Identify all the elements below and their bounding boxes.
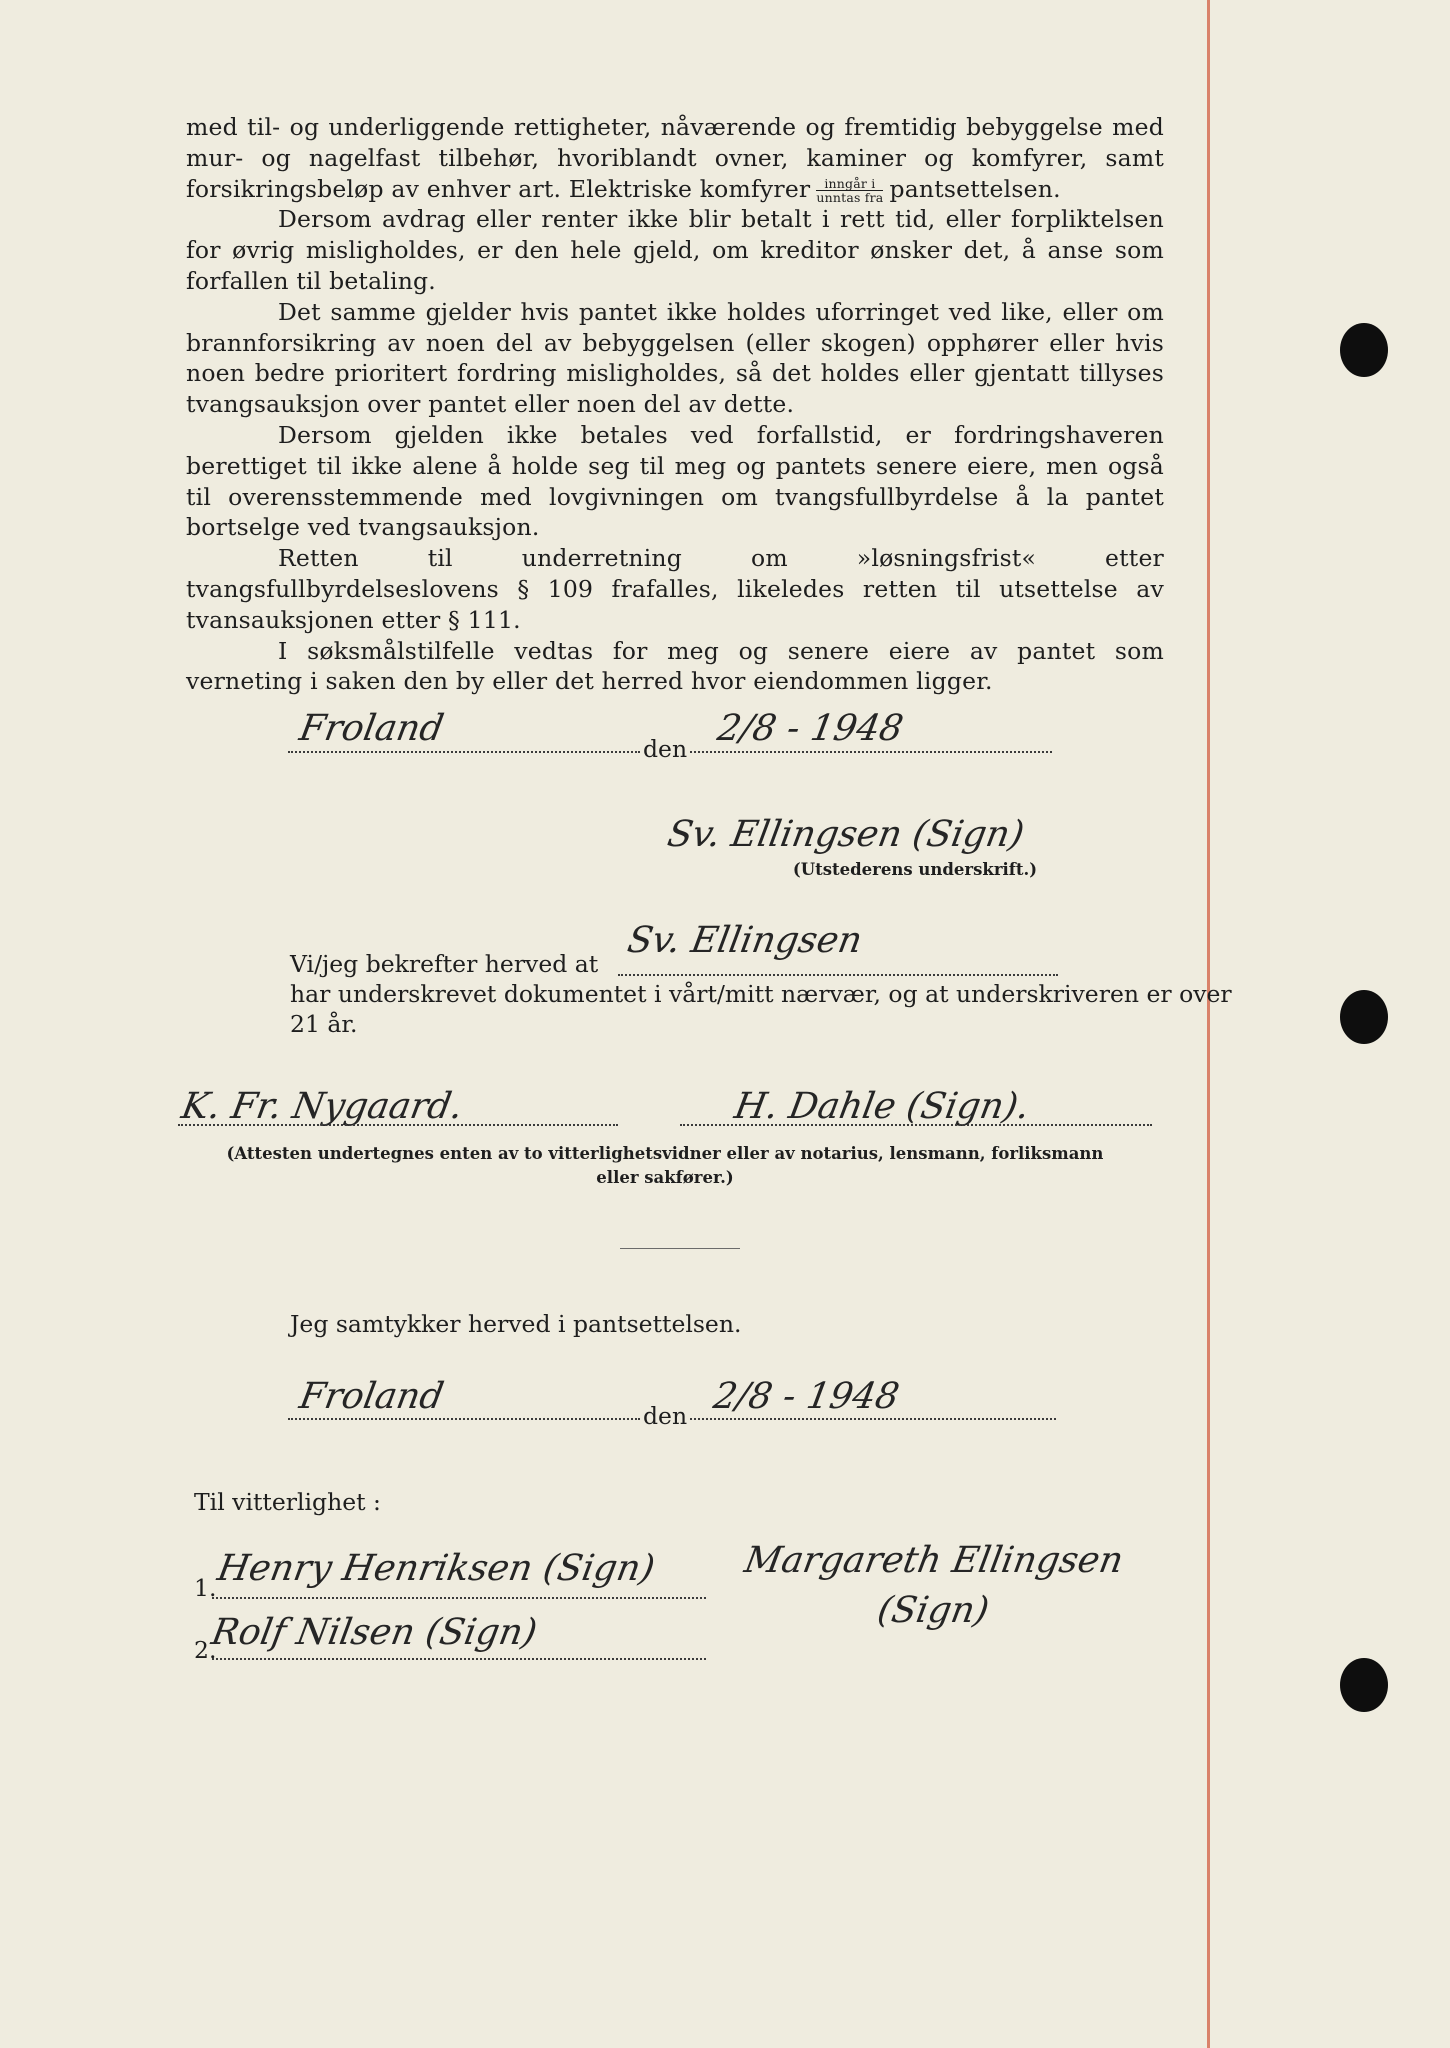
til-vitterlighet-label: Til vitterlighet : [194,1488,381,1516]
witness-confirm-line [618,974,1058,976]
paragraph-venue: I søksmålstilfelle vedtas for meg og senere eiere av pantet som verneting i saken den by eller det herred hvor eiendommen ligger. [186,636,1164,696]
mortgage-terms-text [186,112,1164,697]
consent-text: Jeg samtykker herved i pantsettelsen. [290,1310,742,1338]
consent-date-line [690,1418,1056,1420]
issuer-signature-caption: (Utstederens underskrift.) [792,860,1038,879]
issuer-den-label: den [643,735,688,763]
punch-hole-bottom [1340,1658,1388,1712]
fraction-top: inngår i [816,177,883,191]
paragraph-enforcement: Dersom gjelden ikke betales ved forfallstid, er fordringshaveren berettiget til ikke alene å holde seg til meg og pantets senere eiere, men også til overensstemmende med lovgivningen om tvangsfullbyrdelse å la pantet bortselge ved tvangsauksjon. [186,420,1164,542]
consent-witness-2-signature: Rolf Nilsen (Sign) [208,1612,541,1653]
paragraph-notice: Retten til underretning om »løsningsfrist« etter tvangsfullbyrdelseslovens § 109 frafalles, likeledes retten til utsettelse av tvansauksjonen etter § 111. [186,544,1164,634]
witness-caption-line2: eller sakfører.) [596,1168,734,1187]
punch-hole-middle [1340,990,1388,1044]
witness-confirm-line3: 21 år. [290,1010,358,1038]
witness-signature-2: H. Dahle (Sign). [731,1086,1033,1127]
witness-confirm-line2: har underskrevet dokumentet i vårt/mitt nærvær, og at underskriveren er over [290,980,1232,1008]
witness-confirm-name: Sv. Ellingsen [624,920,866,961]
fraction-bottom: unntas fra [816,189,884,205]
consent-date: 2/8 - 1948 [710,1376,903,1417]
issuer-place: Froland [296,708,447,749]
issuer-place-line [288,751,640,753]
paragraph-deterioration: Det samme gjelder hvis pantet ikke holdes uforringet ved like, eller om brannforsikring av noen del av bebyggelsen (eller skogen) opphører eller hvis noen bedre prioritert fordring misligholdes, så det holdes eller gjentatt tillyses tvangsauksjon over pantet eller noen del av dette. [186,297,1164,419]
issuer-date: 2/8 - 1948 [714,708,907,749]
issuer-date-line [690,751,1052,753]
consent-signer-sign-note: (Sign) [874,1590,993,1631]
witness-caption-line1: (Attesten undertegnes enten av to vitterlighetsvidner eller av notarius, lensmann, forliksmann [226,1144,1104,1163]
paragraph-property: med til- og underliggende rettigheter, nåværende og fremtidig bebyggelse med mur- og nagelfast tilbehør, hvoriblandt ovner, kaminer og komfyrer, samt forsikringsbeløp av enhver art. Elektriske komfyrer $\frac{\text{inngår i}}{\text{unntas fra}}$ pantsettelsen. [186,113,1164,205]
consent-witness-2-number: 2. [194,1636,217,1664]
fraction-choice [816,177,883,204]
consent-signer-signature: Margareth Ellingsen [741,1540,1127,1581]
consent-witness-2-line [212,1658,706,1660]
consent-place: Froland [296,1376,447,1417]
consent-witness-1-line [212,1597,706,1599]
consent-witness-1-number: 1. [194,1574,217,1602]
punch-hole-top [1340,323,1388,377]
witness-signature-1: K. Fr. Nygaard. [178,1086,467,1127]
consent-den-label: den [643,1402,688,1430]
witness-1-line [178,1124,618,1126]
witness-2-line [680,1124,1152,1126]
section-divider [620,1248,740,1249]
consent-witness-1-signature: Henry Henriksen (Sign) [214,1548,658,1589]
witness-confirm-label: Vi/jeg bekrefter herved at [290,950,599,978]
consent-place-line [288,1418,640,1420]
issuer-signature: Sv. Ellingsen (Sign) [664,814,1028,855]
paragraph-default: Dersom avdrag eller renter ikke blir betalt i rett tid, eller forpliktelsen for øvrig misligholdes, er den hele gjeld, om kreditor ønsker det, å anse som forfallen til betaling. [186,205,1164,295]
red-margin-line [1207,0,1210,2048]
